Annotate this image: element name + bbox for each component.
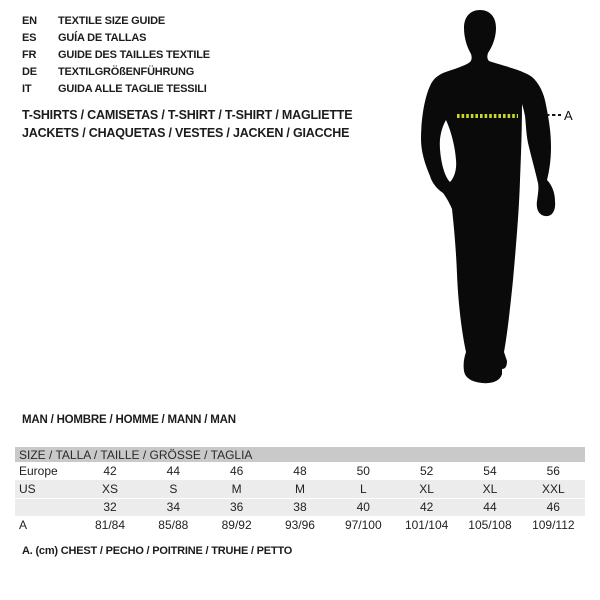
cell: 50 [356, 464, 370, 478]
cell: 105/108 [468, 518, 512, 533]
language-code: EN [22, 15, 37, 27]
cell: 34 [142, 498, 205, 516]
row-label: A [19, 518, 28, 533]
cell: 42 [395, 498, 458, 516]
language-row [22, 47, 210, 64]
language-row [22, 81, 210, 98]
section-title: MAN / HOMBRE / HOMME / MANN / MAN [22, 414, 236, 426]
cell: 97/100 [344, 518, 382, 533]
language-code: IT [22, 83, 32, 95]
size-table-header: SIZE / TALLA / TAILLE / GRÖSSE / TAGLIA [15, 447, 585, 462]
cell: 48 [293, 464, 307, 478]
language-label: GUIDE DES TAILLES TEXTILE [58, 49, 210, 61]
language-label: GUÍA DE TALLAS [58, 32, 147, 44]
cell: 81/84 [94, 518, 125, 533]
measure-label: A [564, 108, 573, 123]
language-row [22, 13, 210, 30]
row-label [15, 498, 78, 516]
cell: 56 [546, 464, 560, 478]
cell: 101/104 [404, 518, 449, 533]
size-table [15, 447, 585, 534]
cell: 109/112 [532, 518, 575, 533]
cell: XS [78, 480, 141, 498]
man-figure [380, 0, 600, 400]
row-label: US [15, 480, 78, 498]
language-row [22, 64, 210, 81]
cell: S [142, 480, 205, 498]
language-label: TEXTILE SIZE GUIDE [58, 15, 166, 27]
garment-categories [22, 106, 352, 142]
row-label: Europe [19, 464, 58, 478]
cell: 52 [419, 464, 434, 478]
language-list [22, 13, 210, 98]
cell: L [332, 480, 395, 498]
cell: 40 [332, 498, 395, 516]
cell: 93/96 [284, 518, 315, 533]
language-code: ES [22, 32, 37, 44]
cell: 42 [103, 464, 117, 478]
man-silhouette [421, 10, 555, 383]
language-code: FR [22, 49, 37, 61]
table-row-chest-cm [15, 516, 585, 534]
cell: 46 [229, 464, 244, 478]
cell: 54 [483, 464, 497, 478]
measurement-footnote: A. (cm) CHEST / PECHO / POITRINE / TRUHE / PETTO [22, 545, 293, 557]
table-row-us-numeric [15, 498, 585, 516]
category-line-tshirts: T-SHIRTS / CAMISETAS / T-SHIRT / T-SHIRT / MAGLIETTE [22, 108, 353, 122]
cell: XL [395, 480, 458, 498]
cell: 89/92 [221, 518, 252, 533]
cell: M [268, 480, 331, 498]
language-label: TEXTILGRÖßENFÜHRUNG [58, 66, 195, 78]
cell: 44 [166, 464, 180, 478]
table-row-europe [15, 462, 585, 480]
cell: M [205, 480, 268, 498]
size-table-header-row [15, 447, 585, 462]
cell: XL [458, 480, 521, 498]
cell: 46 [522, 498, 585, 516]
cell: XXL [522, 480, 585, 498]
cell: 36 [205, 498, 268, 516]
cell: 44 [458, 498, 521, 516]
category-line-jackets: JACKETS / CHAQUETAS / VESTES / JACKEN / GIACCHE [22, 126, 350, 140]
language-code: DE [22, 66, 37, 78]
cell: 85/88 [158, 518, 189, 533]
cell: 38 [268, 498, 331, 516]
table-row-us [15, 480, 585, 498]
cell: 32 [78, 498, 141, 516]
language-label: GUIDA ALLE TAGLIE TESSILI [58, 83, 207, 95]
language-row [22, 30, 210, 47]
